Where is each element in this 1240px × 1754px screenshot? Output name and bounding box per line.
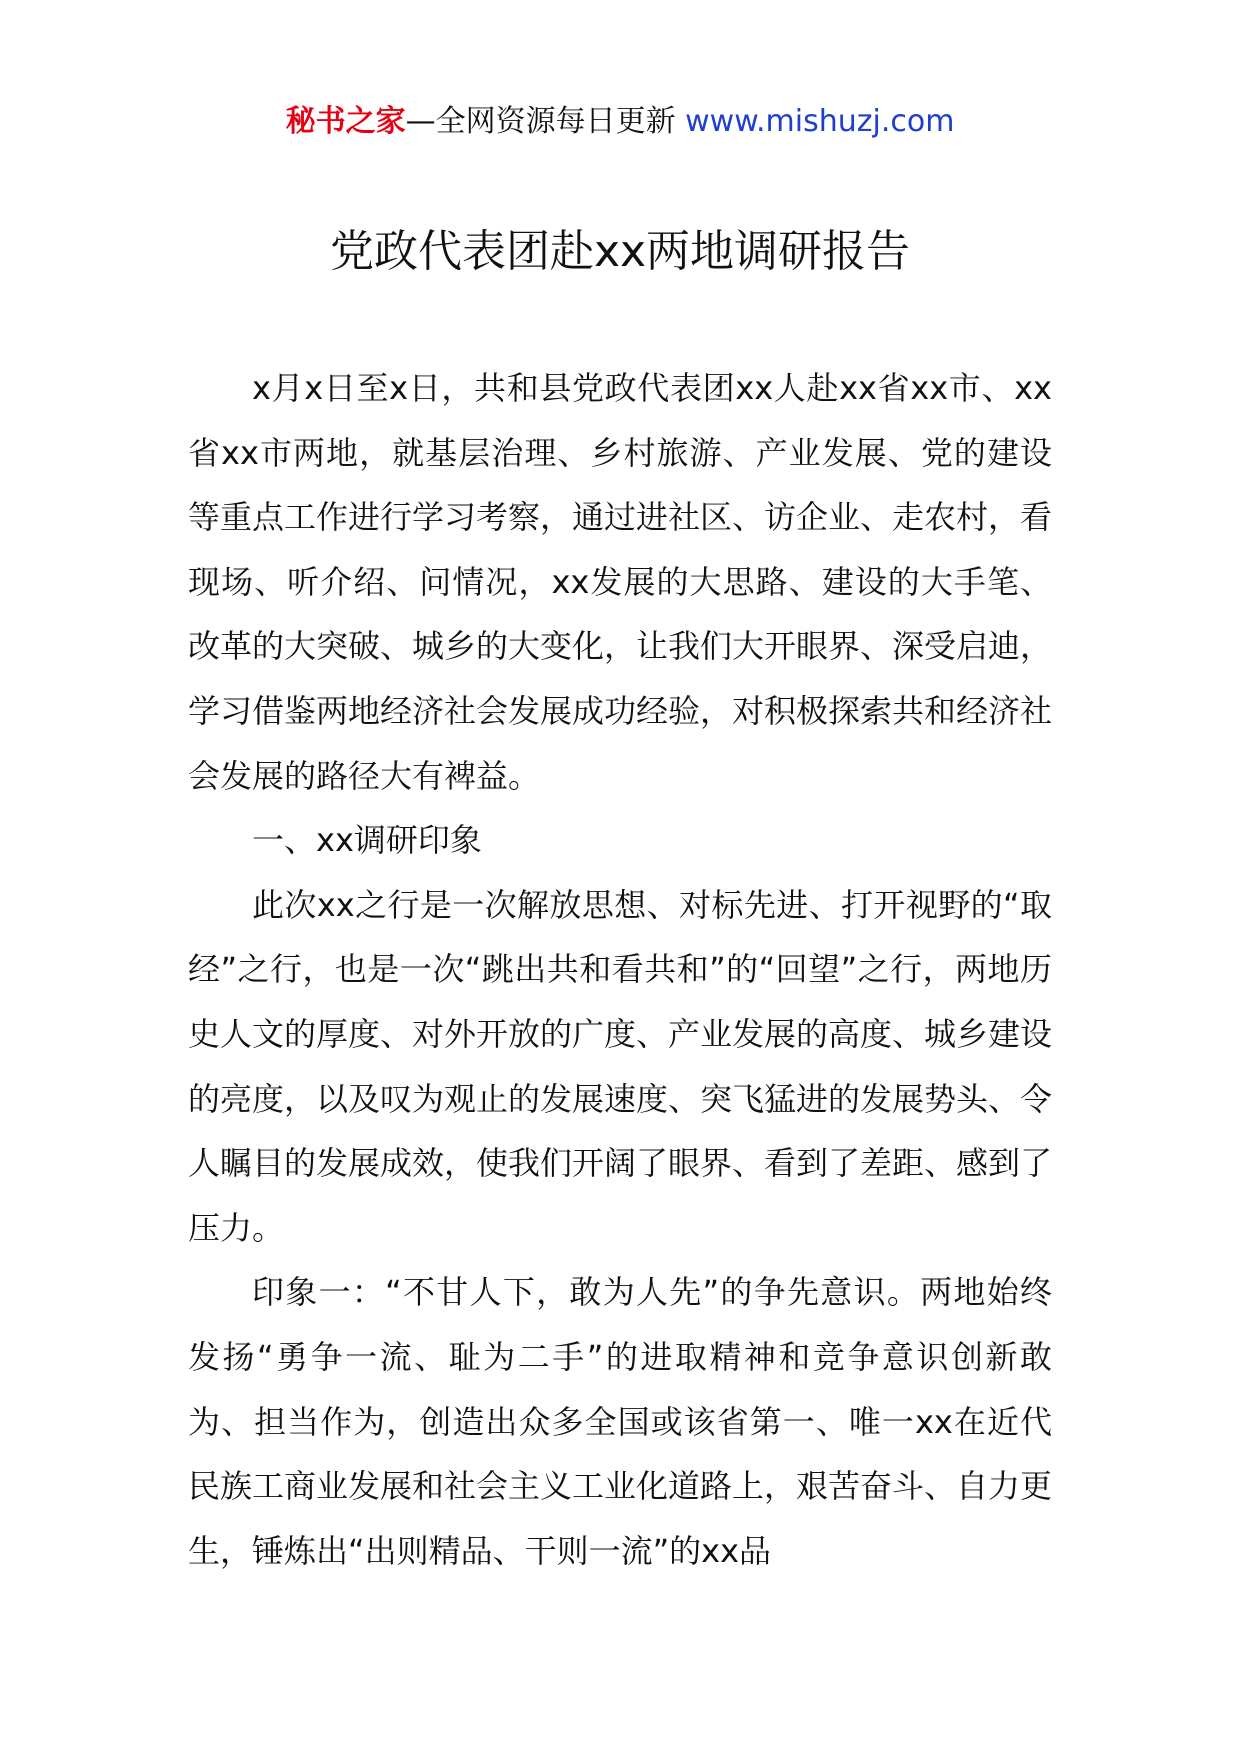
- paragraph-overview: 此次xx之行是一次解放思想、对标先进、打开视野的“取经”之行，也是一次“跳出共和看共和”的“回望”之行，两地历史人文的厚度、对外开放的广度、产业发展的高度、城乡建设的亮度，以及叹为观止的发展速度、突飞猛进的发展势头、令人瞩目的发展成效，使我们开阔了眼界、看到了差距、感到了压力。: [188, 885, 1053, 1247]
- document-title: 党政代表团赴xx两地调研报告: [329, 226, 911, 277]
- document-body: [188, 356, 1052, 1583]
- brand-name: 秘书之家: [285, 104, 406, 139]
- site-url-link[interactable]: www.mishuzj.com: [685, 104, 955, 139]
- site-header: [0, 100, 1240, 144]
- section-heading: 一、xx调研印象: [252, 821, 482, 860]
- paragraph-intro: x月x日至x日，共和县党政代表团xx人赴xx省xx市、xx省xx市两地，就基层治理、乡村旅游、产业发展、党的建设等重点工作进行学习考察，通过进社区、访企业、走农村，看现场、听介绍、问情况，xx发展的大思路、建设的大手笔、改革的大突破、城乡的大变化，让我们大开眼界、深受启迪，学习借鉴两地经济社会发展成功经验，对积极探索共和经济社会发展的路径大有裨益。: [188, 369, 1053, 795]
- paragraph-impression-one: 印象一：“不甘人下，敢为人先”的争先意识。两地始终发扬“勇争一流、耻为二手”的进取精神和竞争意识创新敢为、担当作为，创造出众多全国或该省第一、唯一xx在近代民族工商业发展和社会主义工业化道路上，艰苦奋斗、自力更生，锤炼出“出则精品、干则一流”的xx品: [188, 1273, 1053, 1570]
- header-tagline: —全网资源每日更新: [405, 104, 676, 139]
